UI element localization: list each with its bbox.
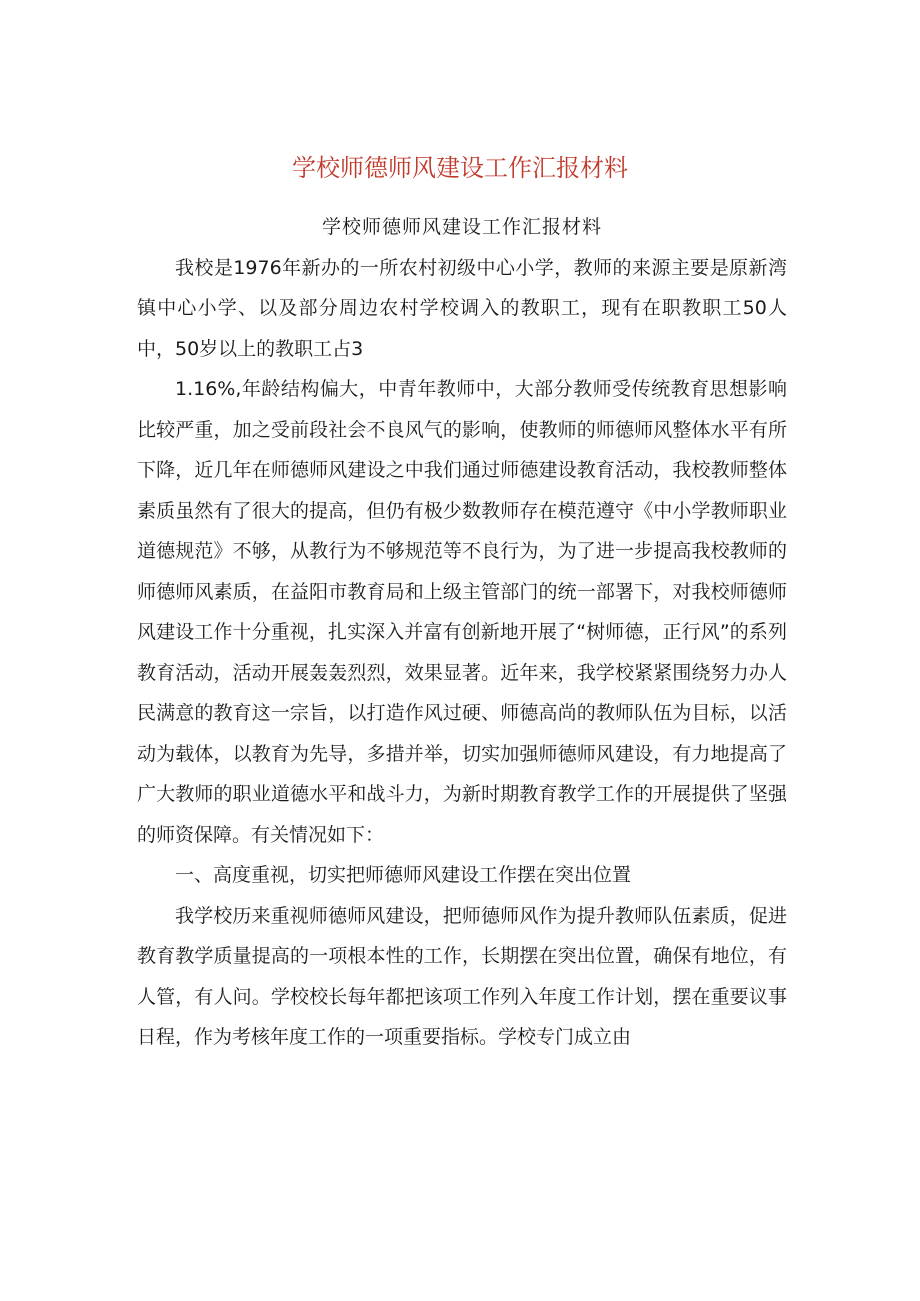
paragraph-background: 1.16%,年龄结构偏大，中青年教师中，大部分教师受传统教育思想影响比较严重，加之受前段社会不良风气的影响，使教师的师德师风整体水平有所下降，近几年在师德师风建设之中我们通过师德建设教育活动，我校教师整体素质虽然有了很大的提高，但仍有极少数教师存在模范遵守《中小学教师职业道德规范》不够，从教行为不够规范等不良行为，为了进一步提高我校教师的师德师风素质，在益阳市教育局和上级主管部门的统一部署下，对我校师德师风建设工作十分重视，扎实深入并富有创新地开展了“树师德，正行风”的系列教育活动，活动开展轰轰烈烈，效果显著。近年来，我学校紧紧围绕努力办人民满意的教育这一宗旨，以打造作风过硬、师德高尚的教师队伍为目标，以活动为载体，以教育为先导，多措并举，切实加强师德师风建设，有力地提高了广大教师的职业道德水平和战斗力，为新时期教育教学工作的开展提供了坚强的师资保障。有关情况如下： (137, 378, 787, 846)
document-body (137, 207, 787, 1058)
section-heading-1: 一、高度重视，切实把师德师风建设工作摆在突出位置 (175, 864, 632, 886)
document-subtitle: 学校师德师风建设工作汇报材料 (321, 216, 602, 238)
paragraph-section-1: 我学校历来重视师德师风建设，把师德师风作为提升教师队伍素质，促进教育教学质量提高的一项根本性的工作，长期摆在突出位置，确保有地位，有人管，有人问。学校校长每年都把该项工作列入年度工作计划，摆在重要议事日程，作为考核年度工作的一项重要指标。学校专门成立由 (137, 904, 787, 1048)
paragraph-intro: 我校是1976年新办的一所农村初级中心小学，教师的来源主要是原新湾镇中心小学、以及部分周边农村学校调入的教职工，现有在职教职工50人中，50岁以上的教职工占3 (137, 256, 787, 360)
document-title: 学校师德师风建设工作汇报材料 (292, 154, 628, 182)
